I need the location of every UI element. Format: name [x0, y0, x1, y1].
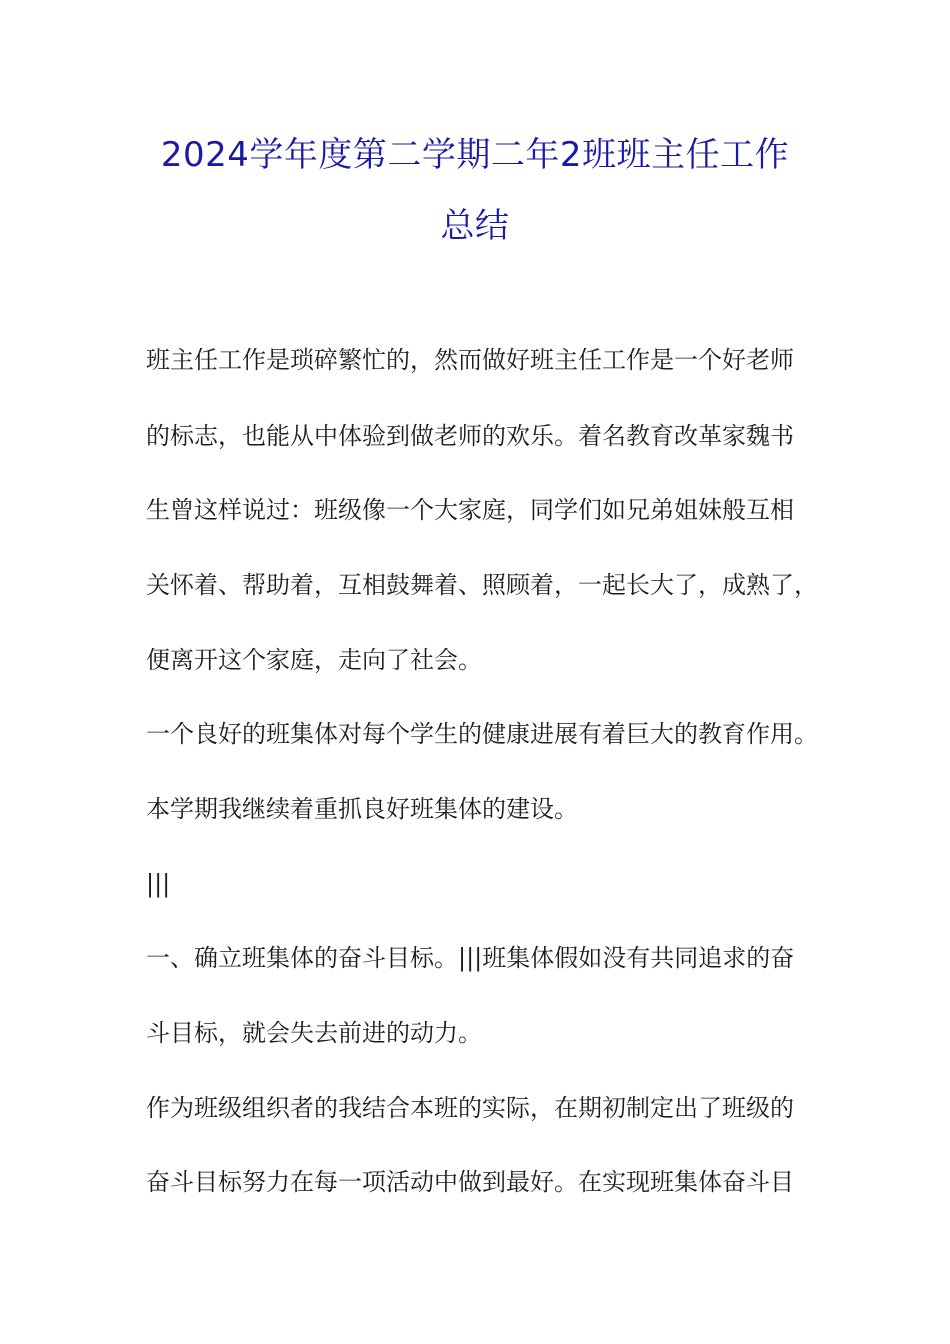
- body-line: 奋斗目标努力在每一项活动中做到最好。在实现班集体奋斗目: [146, 1168, 794, 1196]
- body-line: 本学期我继续着重抓良好班集体的建设。: [146, 795, 578, 823]
- body-line: 斗目标，就会失去前进的动力。: [146, 1019, 482, 1047]
- document-title-line-1: 2024学年度第二学期二年2班班主任工作: [160, 135, 790, 175]
- body-line: 一个良好的班集体对每个学生的健康进展有着巨大的教育作用。: [146, 720, 818, 748]
- body-line: 便离开这个家庭，走向了社会。: [146, 646, 482, 674]
- body-line: 生曾这样说过：班级像一个大家庭，同学们如兄弟姐妹般互相: [146, 496, 794, 524]
- body-line: 关怀着、帮助着，互相鼓舞着、照顾着，一起长大了，成熟了，: [146, 571, 818, 599]
- body-line: 的标志，也能从中体验到做老师的欢乐。着名教育改革家魏书: [146, 422, 794, 450]
- body-line: 作为班级组织者的我结合本班的实际，在期初制定出了班级的: [146, 1094, 794, 1122]
- body-line: |||: [146, 870, 171, 898]
- body-line: 班主任工作是琐碎繁忙的，然而做好班主任工作是一个好老师: [146, 346, 794, 374]
- body-line: 一、确立班集体的奋斗目标。|||班集体假如没有共同追求的奋: [146, 944, 795, 972]
- document-title-line-2: 总结: [440, 206, 510, 246]
